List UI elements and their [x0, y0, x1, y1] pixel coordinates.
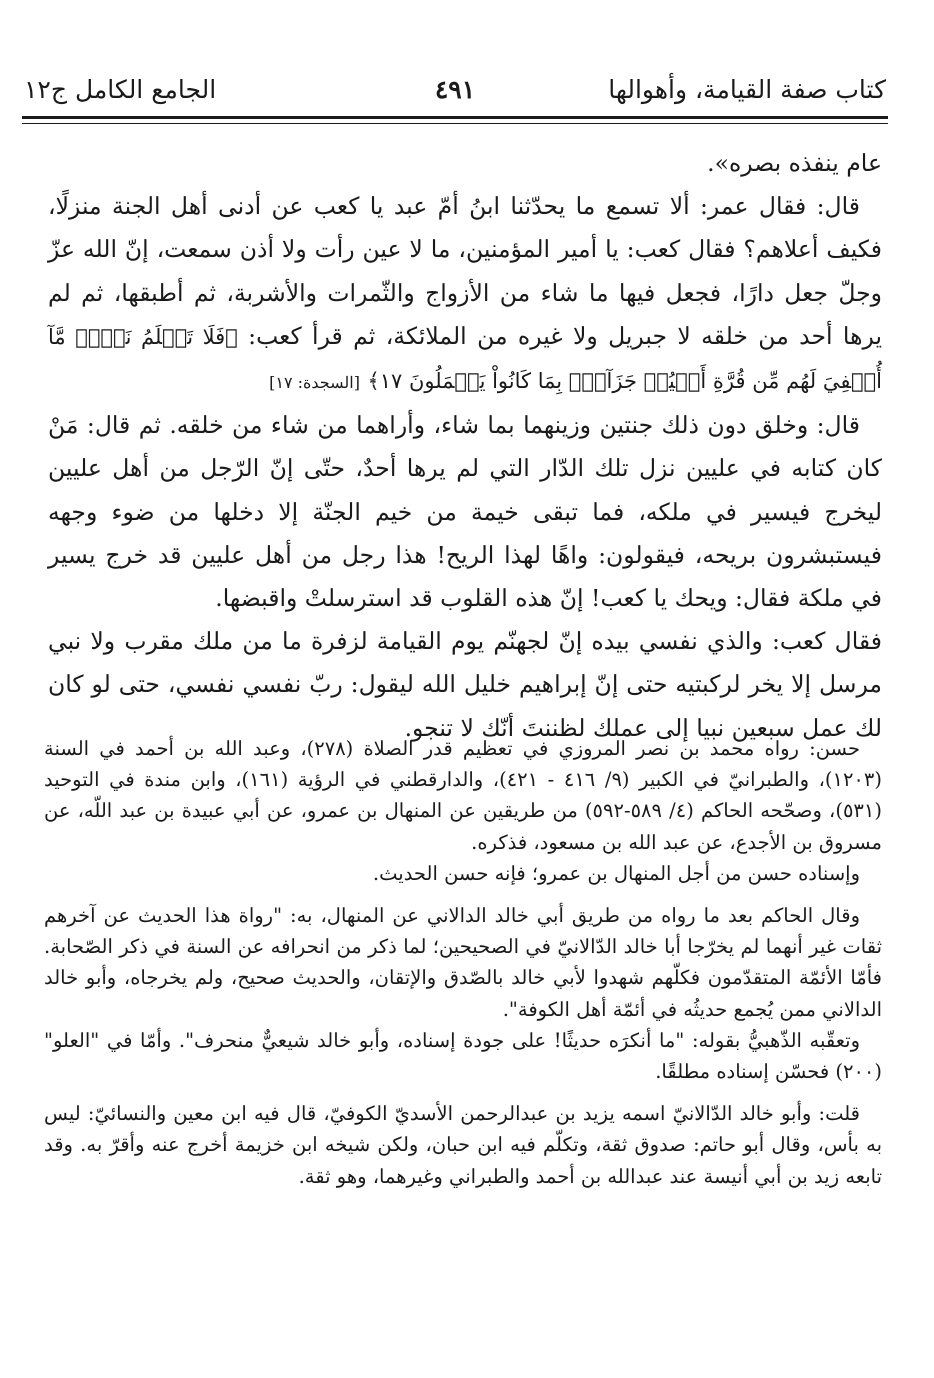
running-header [24, 66, 886, 116]
paragraph-4: فقال كعب: والذي نفسي بيده إنّ لجهنّم يوم القيامة لزفرة ما من ملك مقرب ولا نبي مرسل إلا يخر لركبتيه حتى إنّ إبراهيم خليل الله ليقول: ربّ نفسي نفسي، حتى لو كان لك عمل سبعين نبيا إلى عملك لظننتَ أنّك لا تنجو. [48, 627, 882, 742]
page-number: ٤٩١ [434, 75, 476, 104]
chapter-title: كتاب صفة القيامة، وأهوالها [608, 75, 886, 104]
quran-verse: ﴿فَلَا تَعۡلَمُ نَفۡسٞ مَّآ أُخۡفِيَ لَهُم مِّن قُرَّةِ أَعۡيُنٖ جَزَآءَۢ بِمَا كَانُواْ يَعۡمَلُونَ ١٧﴾ [48, 324, 882, 394]
footnote-5: قلت: وأبو خالد الدّالانيّ اسمه يزيد بن عبدالرحمن الأسديّ الكوفيّ، قال فيه ابن معين والنسائيّ: ليس به بأس، وقال أبو حاتم: صدوق ثقة، وتكلّم فيه ابن حبان، ولكن شيخه ابن خزيمة أخرج عنه وأقرّ به. وقد تابعه زيد بن أبي أنيسة عند عبدالله بن أحمد والطبراني وغيرهما، وهو ثقة. [44, 1102, 882, 1188]
paragraph-1: عام ينفذه بصره». [707, 149, 882, 177]
paragraph-2-text: قال: فقال عمر: ألا تسمع ما يحدّثنا ابنُ أمّ عبد يا كعب عن أدنى أهل الجنة منزلًا، فكيف أعلاهم؟ فقال كعب: يا أمير المؤمنين، ما لا عين رأت ولا أذن سمعت، إنّ الله عزّ وجلّ جعل دارًا، فجعل فيها ما شاء من الأزواج والثّمرات والأشربة، ثم أطبقها، ثم لم يرها أحد من خلقه لا جبريل ولا غيره من الملائكة، ثم قرأ كعب: [48, 192, 882, 350]
quran-reference: [السجدة: ١٧] [269, 373, 360, 393]
footnote-2: وإسناده حسن من أجل المنهال بن عمرو؛ فإنه حسن الحديث. [372, 861, 860, 885]
footnote-4: وتعقّبه الذّهبيُّ بقوله: "ما أنكرَه حديثًا! على جودة إسناده، وأبو خالد شيعيٌّ منحرف". وأمّا في "العلو" (٢٠٠) فحسّن إسناده مطلقًا. [44, 1028, 882, 1084]
paragraph-3: قال: وخلق دون ذلك جنتين وزينهما بما شاء، وأراهما من شاء من خلقه. ثم قال: مَنْ كان كتابه في عليين نزل تلك الدّار التي لم يرها أحدٌ، حتّى إنّ الرّجل من أهل عليين ليخرج فيسير في ملكه، فما تبقى خيمة من خيم الجنّة إلا دخلها من ضوء وجهه فيستبشرون بريحه، فيقولون: واهًا لهذا الريح! هذا رجل من أهل عليين قد خرج يسير في ملكة فقال: ويحك يا كعب! إنّ هذه القلوب قد استرسلتْ واقبضها. [48, 411, 882, 613]
footnote-1: حسن: رواه محمد بن نصر المروزي في تعظيم قدر الصلاة (٢٧٨)، وعبد الله بن أحمد في السنة (١٢٠٣)، والطبرانيّ في الكبير (٩/ ٤١٦ - ٤٢١)، والدارقطني في الرؤية (١٦١)، وابن مندة في التوحيد (٥٣١)، وصحّحه الحاكم (٤/ ٥٨٩-٥٩٢) من طريقين عن المنهال بن عمرو، عن أبي عبيدة بن عبد اللّه، عن مسروق بن الأجدع، عن عبد الله بن مسعود، فذكره. [44, 737, 882, 854]
header-rule-thin [22, 123, 888, 124]
book-title: الجامع الكامل ج١٢ [24, 75, 217, 104]
footnote-3: وقال الحاكم بعد ما رواه من طريق أبي خالد الدالاني عن المنهال، به: "رواة هذا الحديث عن آخرهم ثقات غير أنهما لم يخرّجا أبا خالد الدّالانيّ في الصحيحين؛ لما ذكر من انحرافه عن السنة في ذكر الصّحابة. فأمّا الأئمّة المتقدّمون فكلّهم شهدوا لأبي خالد بالصّدق والإتقان، والحديث صحيح، ولم يخرجاه، وأبو خالد الدالاني ممن يُجمع حديثُه في أئمّة أهل الكوفة". [44, 904, 882, 1021]
footnotes [44, 733, 882, 1192]
main-text [48, 142, 882, 750]
paragraph-2 [48, 185, 882, 404]
header-rule-thick [22, 116, 888, 119]
